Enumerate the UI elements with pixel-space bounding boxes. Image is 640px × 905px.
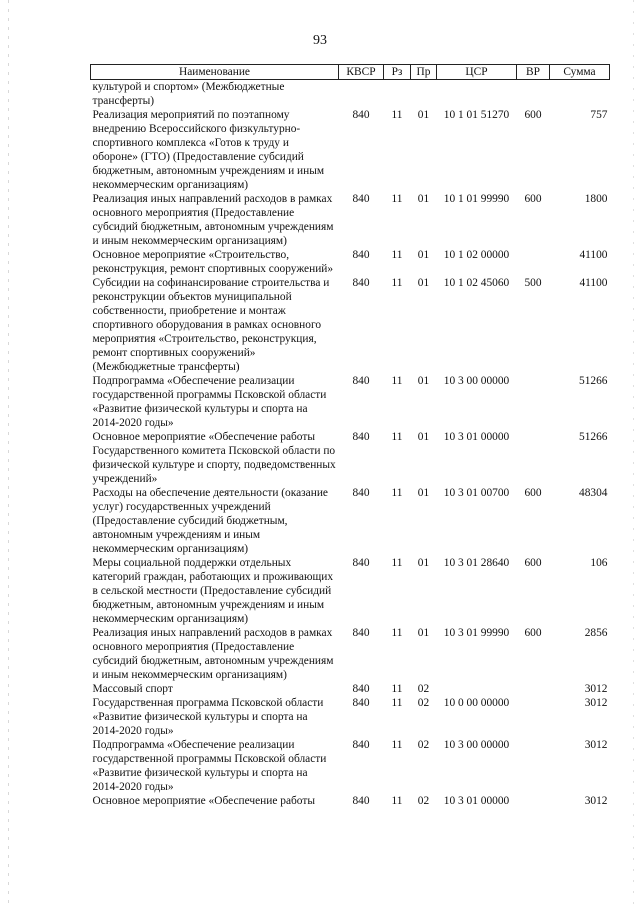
table-row (91, 276, 610, 374)
cell-pr: 01 (417, 627, 430, 639)
cell-sum: 2856 (584, 627, 608, 639)
cell-rz: 11 (391, 431, 403, 443)
cell-pr: 02 (417, 795, 430, 807)
table-row (91, 794, 610, 808)
table-row (91, 486, 610, 556)
cell-pr: 01 (417, 375, 430, 387)
cell-pr: 02 (417, 739, 430, 751)
cell-kvsr: 840 (352, 375, 370, 387)
cell-rz: 11 (391, 697, 403, 709)
cell-csr: 10 3 01 28640 (443, 557, 510, 569)
cell-csr (437, 682, 517, 696)
cell-pr: 01 (417, 249, 430, 261)
cell-sum: 3012 (584, 683, 608, 695)
cell-rz: 11 (391, 795, 403, 807)
cell-name: Реализация иных направлений расходов в рамках основного мероприятия (Предоставление субсидий бюджетным, автономным учреждениям и иным некоммерческим организациям) (92, 193, 334, 247)
table-row (91, 248, 610, 276)
cell-kvsr: 840 (352, 431, 370, 443)
cell-name: Государственная программа Псковской области «Развитие физической культуры и спорта на 2014-2020 годы» (92, 697, 324, 737)
cell-rz: 11 (391, 487, 403, 499)
cell-csr: 10 3 01 00700 (443, 487, 510, 499)
table-row (91, 192, 610, 248)
cell-kvsr: 840 (352, 249, 370, 261)
cell-sum: 1800 (584, 193, 608, 205)
cell-csr: 10 1 01 99990 (443, 193, 510, 205)
cell-csr: 10 3 01 00000 (443, 795, 510, 807)
cell-csr: 10 0 00 00000 (443, 697, 510, 709)
cell-csr: 10 3 01 00000 (443, 431, 510, 443)
cell-rz: 11 (391, 739, 403, 751)
cell-kvsr: 840 (352, 683, 370, 695)
table-row (91, 626, 610, 682)
cell-pr: 01 (417, 277, 430, 289)
table-row (91, 80, 610, 109)
cell-csr: 10 1 02 45060 (443, 277, 510, 289)
scan-edge-right (633, 0, 634, 905)
cell-sum: 3012 (584, 795, 608, 807)
cell-kvsr: 840 (352, 795, 370, 807)
table-row (91, 696, 610, 738)
cell-kvsr: 840 (352, 193, 370, 205)
cell-vr (517, 374, 550, 430)
table-row (91, 738, 610, 794)
header-sum: Сумма (550, 65, 610, 80)
cell-rz (384, 80, 411, 109)
cell-kvsr: 840 (352, 557, 370, 569)
scan-edge-left (8, 0, 9, 905)
cell-pr: 01 (417, 431, 430, 443)
cell-pr: 01 (417, 487, 430, 499)
table-row (91, 374, 610, 430)
table-header (91, 65, 610, 80)
header-rz: Рз (384, 65, 411, 80)
cell-sum: 41100 (579, 249, 608, 261)
cell-vr: 600 (524, 627, 542, 639)
cell-vr (517, 430, 550, 486)
cell-vr (517, 248, 550, 276)
cell-vr: 600 (524, 487, 542, 499)
cell-sum: 757 (590, 109, 608, 121)
table-body (91, 80, 610, 809)
cell-vr: 600 (524, 109, 542, 121)
table-row (91, 430, 610, 486)
cell-kvsr: 840 (352, 109, 370, 121)
cell-vr (517, 80, 550, 109)
cell-kvsr: 840 (352, 277, 370, 289)
cell-rz: 11 (391, 557, 403, 569)
cell-sum: 41100 (579, 277, 608, 289)
table-row (91, 682, 610, 696)
cell-sum: 48304 (579, 487, 608, 499)
cell-sum: 51266 (579, 375, 608, 387)
cell-name: Расходы на обеспечение деятельности (оказание услуг) государственных учреждений (Предоставление субсидий бюджетным, автономным учреждениям и иным некоммерческим организациям) (92, 487, 328, 555)
cell-name: Подпрограмма «Обеспечение реализации государственной программы Псковской области «Развитие физической культуры и спорта на 2014-2020 годы» (92, 739, 327, 793)
cell-rz: 11 (391, 375, 403, 387)
cell-kvsr (339, 80, 384, 109)
cell-pr: 01 (417, 557, 430, 569)
cell-kvsr: 840 (352, 487, 370, 499)
cell-vr (517, 794, 550, 808)
cell-name: Меры социальной поддержки отдельных категорий граждан, работающих и проживающих в сельской местности (Предоставление субсидий бюджетным, автономным учреждениям и иным некоммерческим организациям) (92, 557, 334, 625)
cell-vr (517, 738, 550, 794)
cell-name: Подпрограмма «Обеспечение реализации государственной программы Псковской области «Развитие физической культуры и спорта на 2014-2020 годы» (92, 375, 327, 429)
header-kvsr: КВСР (339, 65, 384, 80)
page-number: 93 (313, 33, 327, 48)
cell-name: Реализация мероприятий по поэтапному внедрению Всероссийского физкультурно-спортивного комплекса «Готов к труду и обороне» (ГТО) (Предоставление субсидий бюджетным, автономным учреждениям и иным некоммерческим организациям) (92, 109, 325, 191)
cell-rz: 11 (391, 627, 403, 639)
cell-sum: 106 (590, 557, 608, 569)
cell-sum (550, 80, 610, 109)
cell-vr: 600 (524, 557, 542, 569)
cell-name: Основное мероприятие «Обеспечение работы (92, 795, 315, 807)
cell-csr: 10 3 01 99990 (443, 627, 510, 639)
cell-name: Основное мероприятие «Строительство, реконструкция, ремонт спортивных сооружений» (92, 249, 334, 275)
table-row (91, 556, 610, 626)
cell-csr: 10 1 02 00000 (443, 249, 510, 261)
cell-sum: 3012 (584, 739, 608, 751)
cell-kvsr: 840 (352, 627, 370, 639)
cell-vr: 500 (524, 277, 542, 289)
cell-name: Основное мероприятие «Обеспечение работы Государственного комитета Псковской области по физической культуре и спорту, подведомственных учреждений» (92, 431, 336, 485)
cell-rz: 11 (391, 109, 403, 121)
cell-pr: 01 (417, 193, 430, 205)
cell-rz: 11 (391, 249, 403, 261)
cell-kvsr: 840 (352, 697, 370, 709)
cell-csr: 10 3 00 00000 (443, 739, 510, 751)
cell-name: культурой и спортом» (Межбюджетные трансферты) (92, 81, 285, 107)
cell-name: Реализация иных направлений расходов в рамках основного мероприятия (Предоставление субсидий бюджетным, автономным учреждениям и иным некоммерческим организациям) (92, 627, 334, 681)
cell-pr: 02 (417, 683, 430, 695)
table-row (91, 108, 610, 192)
cell-csr: 10 3 00 00000 (443, 375, 510, 387)
header-csr: ЦСР (437, 65, 517, 80)
cell-vr (517, 696, 550, 738)
cell-sum: 51266 (579, 431, 608, 443)
header-name: Наименование (91, 65, 339, 80)
cell-csr (437, 80, 517, 109)
cell-vr: 600 (524, 193, 542, 205)
cell-vr (517, 682, 550, 696)
cell-rz: 11 (391, 193, 403, 205)
cell-pr (411, 80, 437, 109)
cell-csr: 10 1 01 51270 (443, 109, 510, 121)
header-vr: ВР (517, 65, 550, 80)
header-pr: Пр (411, 65, 437, 80)
cell-kvsr: 840 (352, 739, 370, 751)
cell-name: Массовый спорт (92, 683, 173, 695)
cell-name: Субсидии на софинансирование строительства и реконструкции объектов муниципальной собственности, приобретение и монтаж спортивного оборудования в рамках основного мероприятия «Строительство, реконструкция, ремонт спортивных сооружений» (Межбюджетные трансферты) (92, 277, 330, 373)
cell-pr: 01 (417, 109, 430, 121)
cell-sum: 3012 (584, 697, 608, 709)
cell-pr: 02 (417, 697, 430, 709)
cell-rz: 11 (391, 277, 403, 289)
cell-rz: 11 (391, 683, 403, 695)
budget-table (90, 64, 610, 808)
